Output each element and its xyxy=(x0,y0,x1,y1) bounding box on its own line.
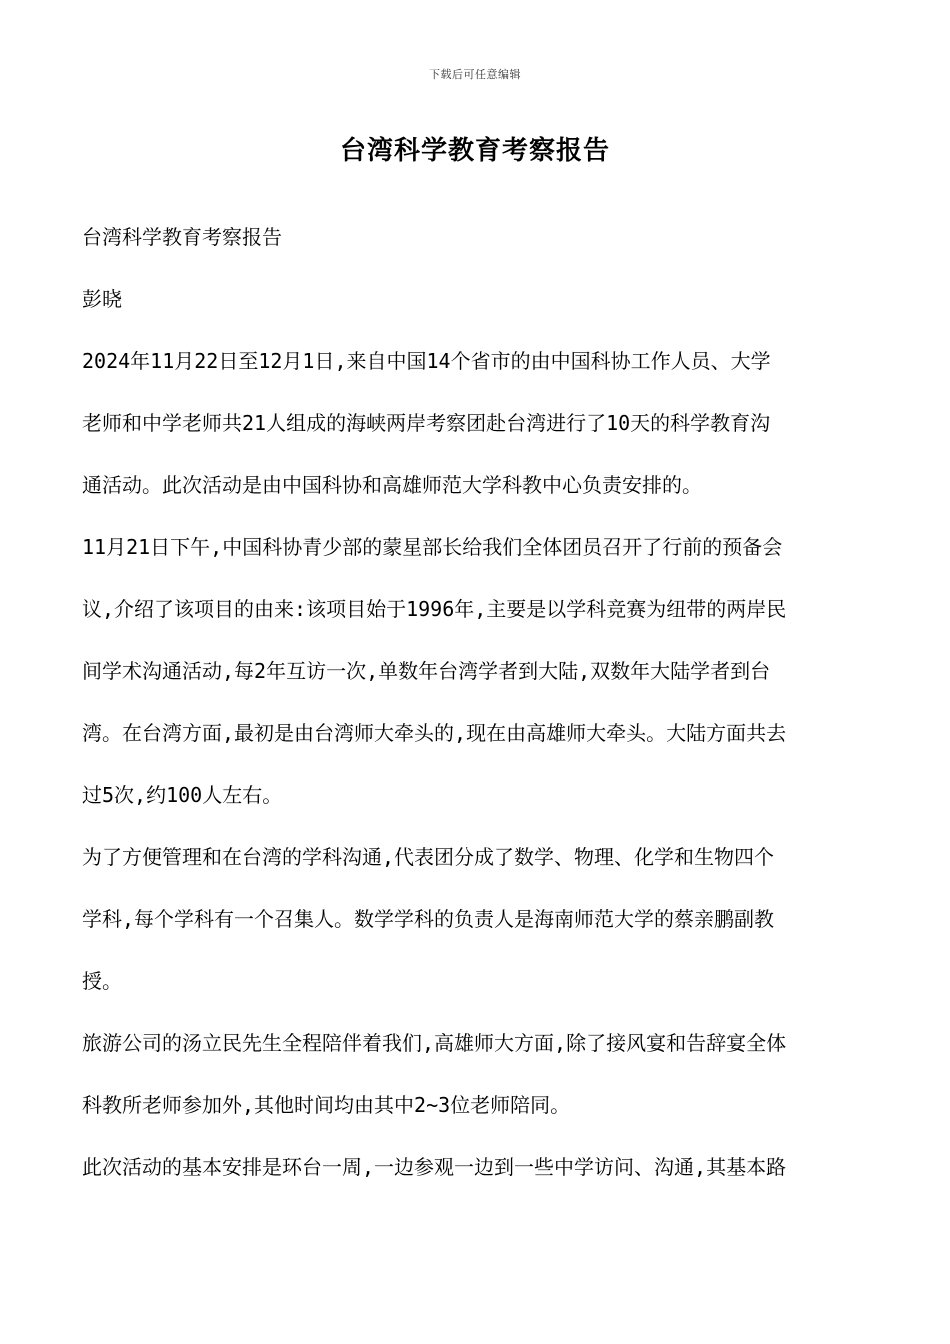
body-line: 此次活动的基本安排是环台一周,一边参观一边到一些中学访问、沟通,其基本路 xyxy=(82,1155,787,1179)
body-line: 通活动。此次活动是由中国科协和高雄师范大学科教中心负责安排的。 xyxy=(82,473,702,497)
body-line: 老师和中学老师共21人组成的海峡两岸考察团赴台湾进行了10天的科学教育沟 xyxy=(82,411,771,435)
body-line: 过5次,约100人左右。 xyxy=(82,783,283,807)
body-line: 授。 xyxy=(82,969,122,993)
body-line: 11月21日下午,中国科协青少部的蒙星部长给我们全体团员召开了行前的预备会 xyxy=(82,535,783,559)
body-line: 湾。在台湾方面,最初是由台湾师大牵头的,现在由高雄师大牵头。大陆方面共去 xyxy=(82,721,787,745)
header-note: 下载后可任意编辑 xyxy=(429,68,521,81)
body-line: 台湾科学教育考察报告 xyxy=(82,225,282,249)
body-text xyxy=(82,206,872,1198)
body-line: 议,介绍了该项目的由来:该项目始于1996年,主要是以学科竞赛为纽带的两岸民 xyxy=(82,597,787,621)
body-line: 旅游公司的汤立民先生全程陪伴着我们,高雄师大方面,除了接风宴和告辞宴全体 xyxy=(82,1031,787,1055)
body-line: 2024年11月22日至12月1日,来自中国14个省市的由中国科协工作人员、大学 xyxy=(82,349,771,373)
document-title: 台湾科学教育考察报告 xyxy=(339,136,610,166)
body-line: 学科,每个学科有一个召集人。数学学科的负责人是海南师范大学的蔡亲鹏副教 xyxy=(82,907,775,931)
body-line: 彭晓 xyxy=(82,287,122,311)
body-line: 为了方便管理和在台湾的学科沟通,代表团分成了数学、物理、化学和生物四个 xyxy=(82,845,775,869)
body-line: 间学术沟通活动,每2年互访一次,单数年台湾学者到大陆,双数年大陆学者到台 xyxy=(82,659,771,683)
body-line: 科教所老师参加外,其他时间均由其中2~3位老师陪同。 xyxy=(82,1093,571,1117)
